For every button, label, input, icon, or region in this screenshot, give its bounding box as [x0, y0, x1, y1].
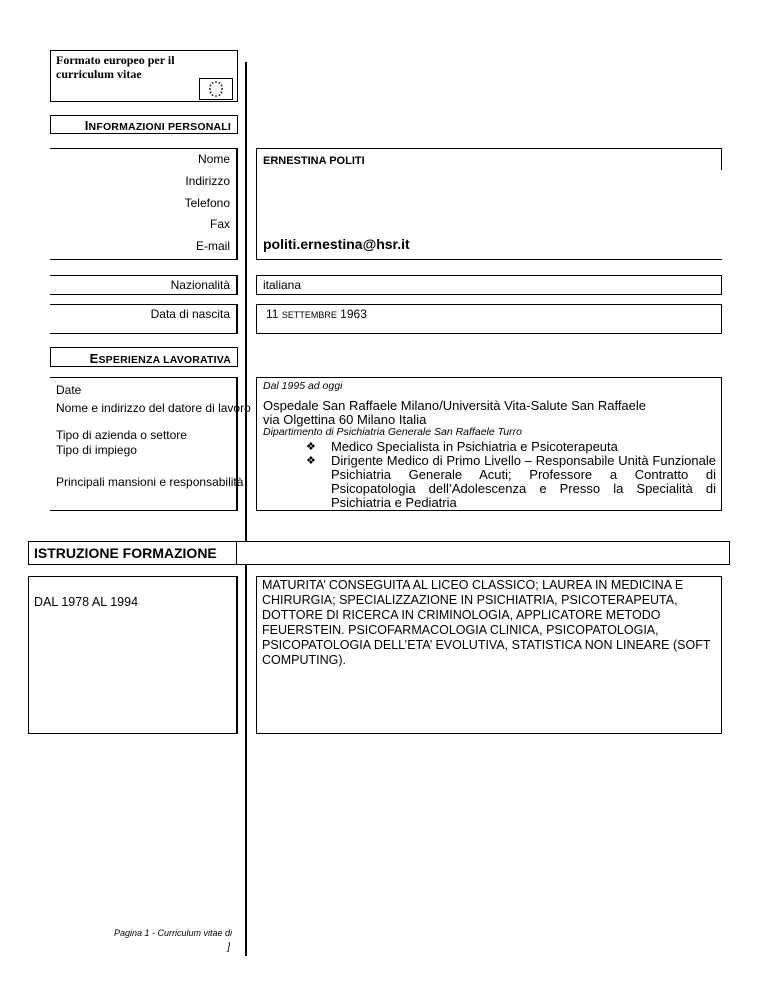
diamond-bullet-icon: ❖ — [306, 455, 316, 467]
exp-date-value: Dal 1995 ad oggi — [263, 380, 343, 392]
experience-section-header — [50, 347, 238, 367]
education-section-title: ISTRUZIONE FORMAZIONE — [34, 545, 217, 561]
exp-employer-label: Nome e indirizzo del datore di lavoro — [56, 401, 251, 415]
name-value: ERNESTINA POLITI — [263, 155, 365, 167]
education-period: DAL 1978 AL 1994 — [34, 595, 139, 609]
exp-date-label: Date — [56, 383, 82, 397]
nationality-right-box — [256, 275, 722, 295]
list-item: ❖ Medico Specialista in Psichiatria e Psicoterapeuta — [306, 439, 618, 454]
personal-section-header — [50, 115, 238, 134]
personal-section-title: INFORMAZIONI PERSONALI — [84, 118, 231, 133]
cv-header-box — [50, 50, 238, 102]
cv-format-title: Formato europeo per il curriculum vitae — [56, 53, 175, 81]
footer-bracket: ] — [227, 942, 230, 953]
exp-sector-value: Dipartimento di Psichiatria Generale San Raffaele Turro — [263, 426, 522, 438]
eu-flag-icon — [199, 78, 233, 100]
birth-label: Data di nascita — [150, 307, 230, 321]
email-value: politi.ernestina@hsr.it — [263, 236, 410, 252]
diamond-bullet-icon: ❖ — [306, 441, 316, 453]
education-text: MATURITA’ CONSEGUITA AL LICEO CLASSICO; LAUREA IN MEDICINA E CHIRURGIA; SPECIALIZZAZIONE IN PSICHIATRIA, PSICOTERAPEUTA, DOTTORE DI RICERCA IN CRIMINOLOGIA, APPLICATORE METODO FEUERSTEIN. PSICOFARMACOLOGIA CLINICA, PSICOPATOLOGIA, PSICOPATOLOGIA DELL’ETA’ EVOLUTIVA, STATISTICA NON LINEARE (SOFT COMPUTING). — [262, 578, 711, 667]
exp-bullet-list — [306, 440, 716, 510]
main-divider — [245, 62, 247, 956]
address-label: Indirizzo — [185, 174, 230, 188]
experience-section-title: ESPERIENZA LAVORATIVA — [89, 351, 231, 366]
email-label: E-mail — [195, 239, 230, 253]
exp-employer-line2: via Olgettina 60 Milano Italia — [263, 412, 427, 427]
footer-page-text: Pagina 1 - Curriculum vitae di — [113, 928, 232, 938]
exp-duties-label: Principali mansioni e responsabilità — [56, 475, 244, 489]
exp-sector-label: Tipo di azienda o settore — [56, 428, 187, 442]
nationality-label: Nazionalità — [170, 278, 230, 292]
birth-value: 11 SETTEMBRE 1963 — [266, 307, 367, 321]
nationality-value: italiana — [263, 278, 302, 292]
phone-label: Telefono — [184, 196, 230, 210]
exp-job-type-label: Tipo di impiego — [56, 443, 137, 457]
exp-employer-line1: Ospedale San Raffaele Milano/Università Vita-Salute San Raffaele — [263, 398, 647, 413]
name-label: Nome — [197, 152, 230, 166]
fax-label: Fax — [209, 217, 230, 231]
list-item: ❖ Dirigente Medico di Primo Livello – Responsabile Unità Funzionale Psichiatria Generale Acuti; Professore a Contratto di Psicopatologia dell’Adolescenza e Presso la Specialità di Psichiatria e Pediatria — [306, 453, 716, 510]
